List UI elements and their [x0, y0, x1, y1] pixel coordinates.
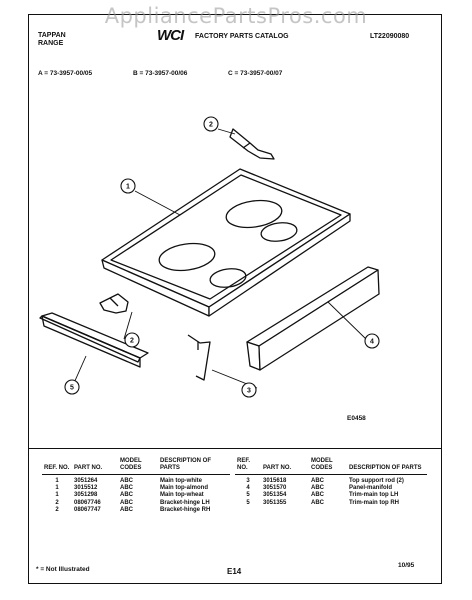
table-row: [42, 507, 230, 514]
wci-logo: WCI: [157, 27, 184, 44]
callout-5-label: 5: [70, 384, 74, 392]
table-header-row: [42, 458, 230, 475]
cell-part: 3051355: [263, 499, 287, 506]
col-ref: REF. NO.: [235, 458, 261, 475]
cell-desc: Bracket-hinge LH: [160, 499, 210, 506]
col-model: MODEL CODES: [118, 458, 158, 475]
cell-desc: Bracket-hinge RH: [160, 506, 211, 513]
cell-desc: Trim-main top RH: [349, 499, 400, 506]
cell-model: ABC: [311, 499, 324, 506]
cell-part: 3015512: [74, 485, 98, 492]
document-number: LT22090080: [370, 33, 410, 40]
col-desc: DESCRIPTION OF PARTS: [158, 458, 230, 475]
product-line: RANGE: [38, 40, 64, 47]
main-top-part: [102, 169, 350, 316]
col-ref: REF. NO.: [42, 458, 72, 475]
model-a: A = 73-3957-00/05: [38, 70, 93, 77]
model-c: C = 73-3957-00/07: [228, 70, 283, 77]
cell-part: 08067747: [74, 506, 101, 513]
cell-desc: Trim-main top LH: [349, 492, 399, 499]
cell-desc: Main top-white: [160, 478, 202, 484]
col-model: MODEL CODES: [309, 458, 347, 475]
cell-ref: 1: [55, 492, 59, 499]
cell-model: ABC: [120, 478, 133, 484]
support-rod: [188, 335, 210, 380]
callout-3-label: 3: [247, 387, 251, 395]
watermark: AppliancePartsPros.com: [104, 4, 368, 28]
cell-model: ABC: [120, 506, 133, 513]
cell-model: ABC: [311, 492, 324, 499]
cell-part: 3051570: [263, 485, 287, 492]
cell-part: 3051264: [74, 478, 98, 484]
cell-model: ABC: [120, 485, 133, 492]
col-part: PART NO.: [261, 458, 309, 475]
table-row: [235, 492, 427, 499]
table-row: [235, 485, 427, 492]
cell-part: 3051354: [263, 492, 287, 499]
callout-4-label: 4: [370, 338, 374, 346]
cell-ref: 1: [55, 485, 59, 492]
footnote: * = Not Illustrated: [36, 566, 90, 573]
cell-ref: 2: [55, 499, 59, 506]
parts-table-right: [235, 458, 427, 507]
cell-ref: 5: [246, 492, 250, 499]
table-row: [42, 500, 230, 507]
bracket-hinge-lower: [100, 294, 128, 313]
callout-2a-label: 2: [209, 121, 213, 129]
table-row: [42, 478, 230, 485]
cell-part: 3051298: [74, 492, 98, 499]
callout-2b-label: 2: [130, 337, 134, 345]
catalog-title: FACTORY PARTS CATALOG: [195, 33, 289, 40]
table-row: [42, 485, 230, 492]
revision-date: 10/95: [398, 562, 415, 569]
table-row: [235, 500, 427, 507]
brand-block: [38, 32, 66, 48]
cell-model: ABC: [311, 478, 324, 484]
exploded-parts-diagram: [28, 80, 442, 410]
page-number: E14: [227, 567, 242, 576]
col-desc: DESCRIPTION OF PARTS: [347, 458, 427, 475]
model-b: B = 73-3957-00/06: [133, 70, 188, 77]
bracket-hinge-upper: [230, 129, 274, 159]
panel-manifold: [247, 267, 379, 370]
cell-desc: Top support rod (2): [349, 478, 404, 484]
cell-part: 3015618: [263, 478, 287, 484]
cell-ref: 2: [55, 506, 59, 513]
cell-desc: Main top-wheat: [160, 492, 204, 499]
table-row: [42, 492, 230, 499]
cell-desc: Panel-manifold: [349, 485, 393, 492]
cell-desc: Main top-almond: [160, 485, 208, 492]
callout-1-label: 1: [126, 183, 130, 191]
cell-ref: 1: [55, 478, 59, 484]
cell-ref: 4: [246, 485, 250, 492]
brand-line: TAPPAN: [38, 32, 66, 39]
cell-model: ABC: [311, 485, 324, 492]
cell-model: ABC: [120, 499, 133, 506]
cell-part: 08067746: [74, 499, 101, 506]
cell-ref: 3: [246, 478, 250, 484]
table-row: [235, 478, 427, 485]
table-header-row: [235, 458, 427, 475]
cell-ref: 5: [246, 499, 250, 506]
section-divider: [28, 448, 442, 449]
parts-table-left: [42, 458, 230, 514]
diagram-reference: E0458: [347, 415, 366, 422]
col-part: PART NO.: [72, 458, 118, 475]
cell-model: ABC: [120, 492, 133, 499]
